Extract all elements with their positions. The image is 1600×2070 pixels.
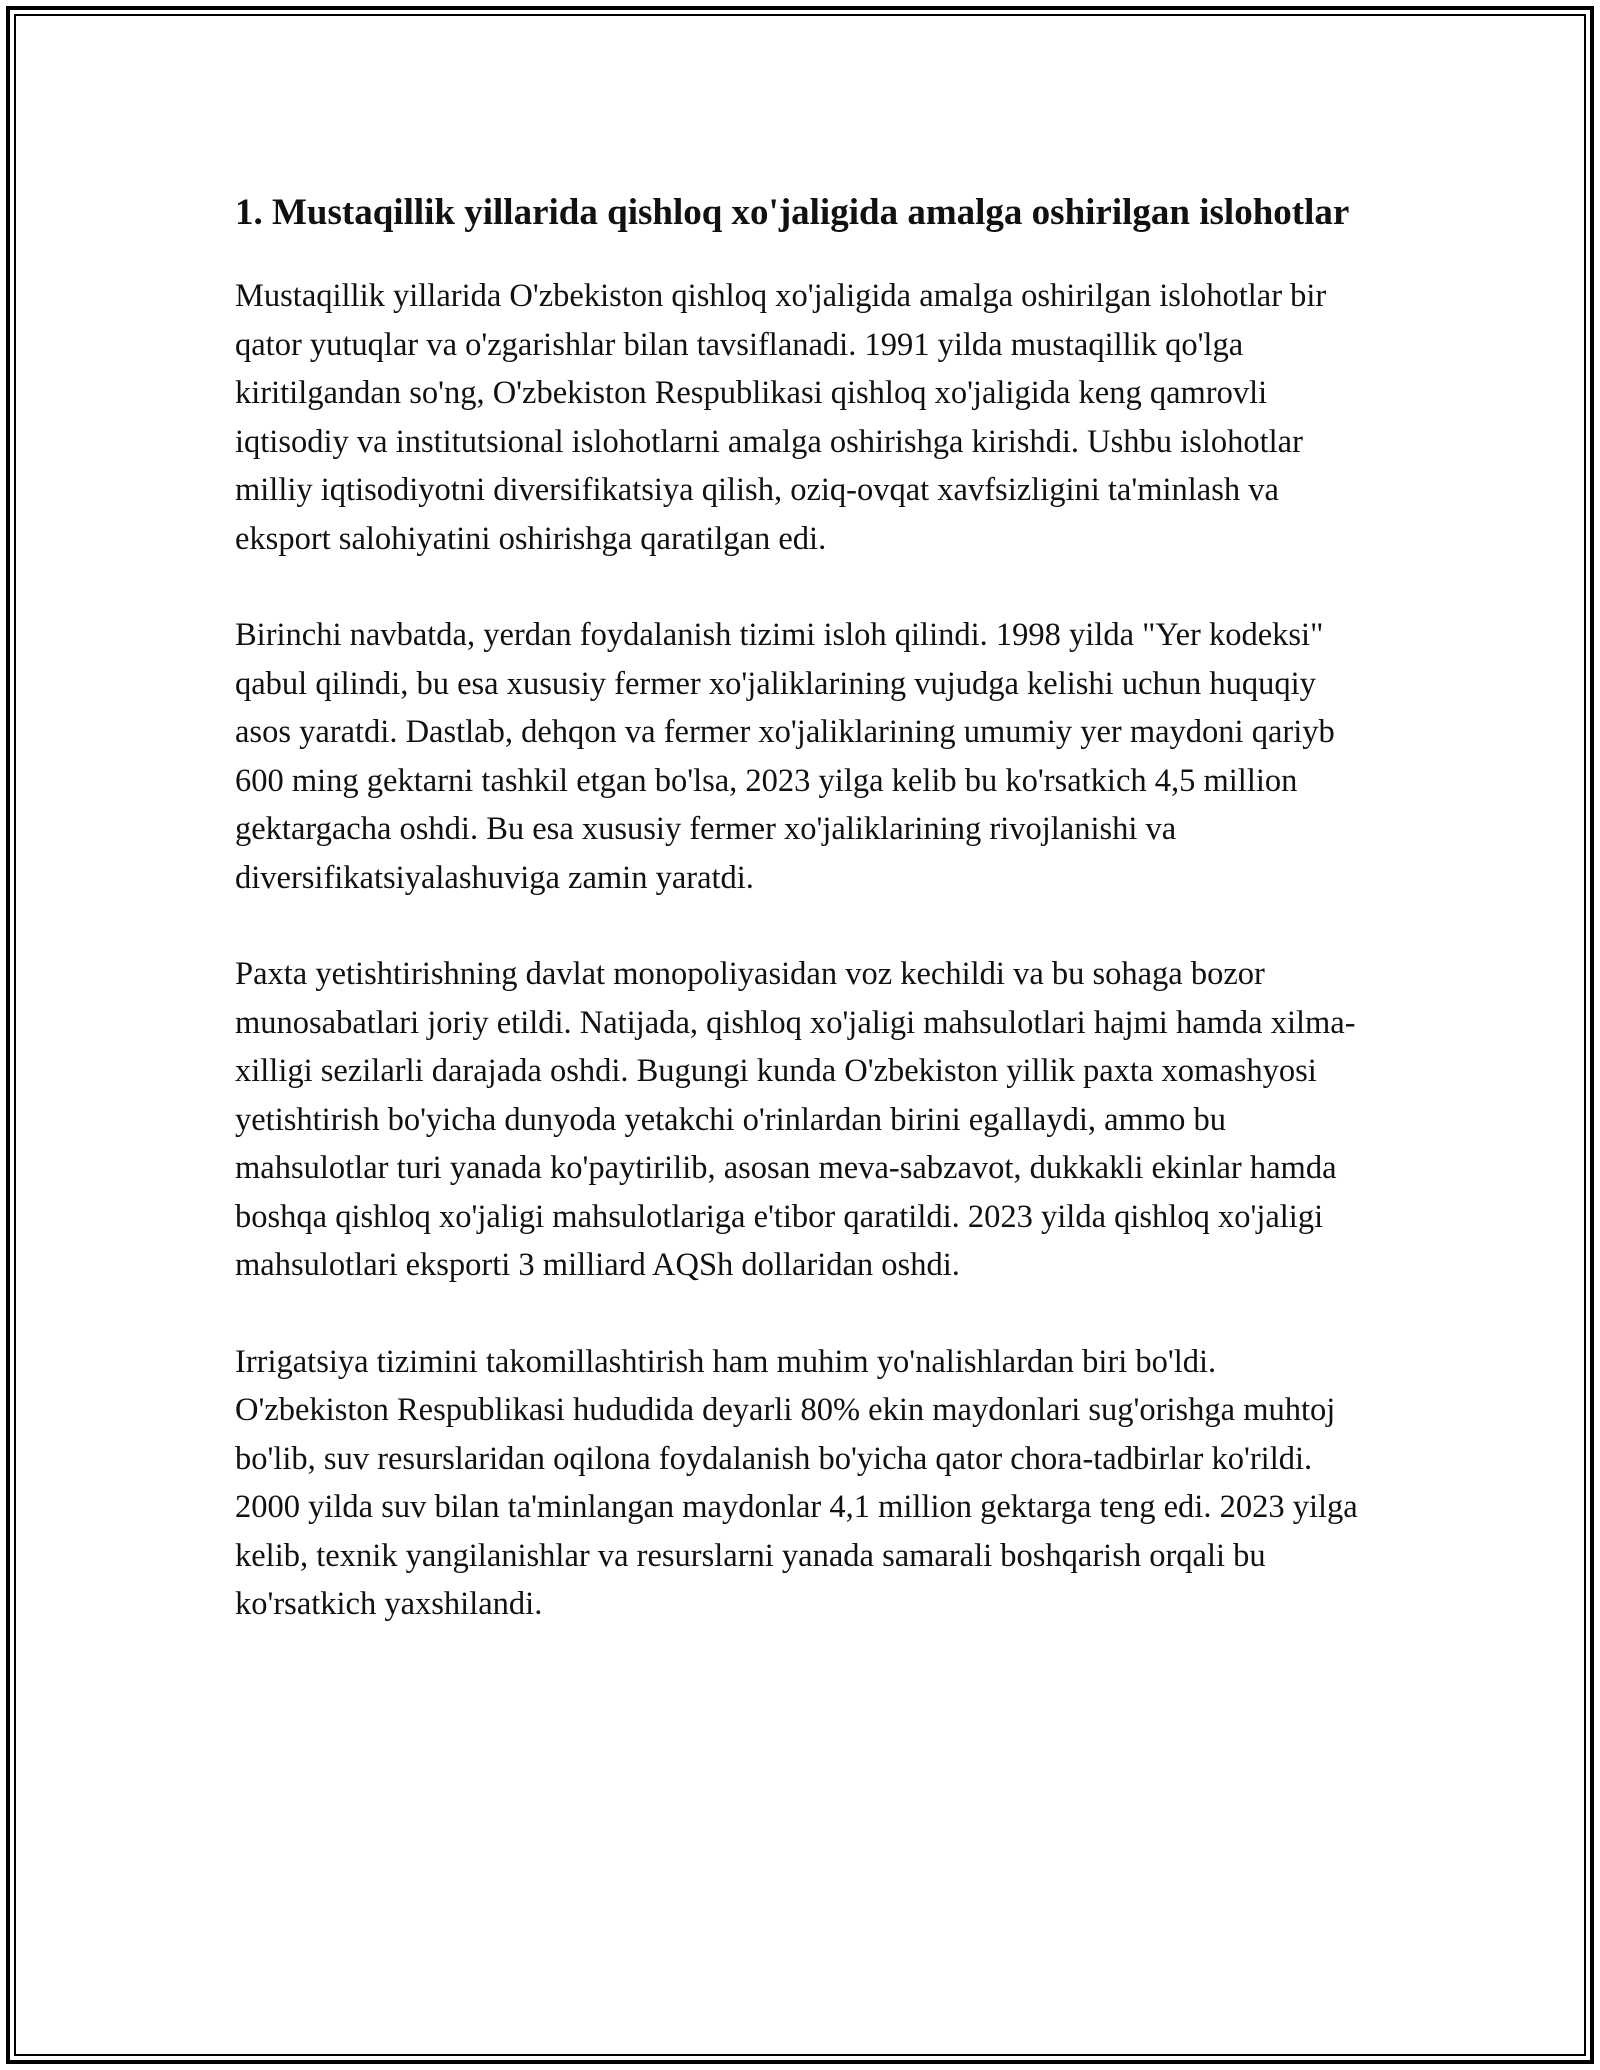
paragraph-cotton-market: Paxta yetishtirishning davlat monopoliyasidan voz kechildi va bu sohaga bozor munosabatlari joriy etildi. Natijada, qishloq xo'jaligi mahsulotlari hajmi hamda xilma-xilligi sezilarli darajada oshdi. Bugungi kunda O'zbekiston yillik paxta xomashyosi yetishtirish bo'yicha dunyoda yetakchi o'rinlardan birini egallaydi, ammo bu mahsulotlar turi yanada ko'paytirilib, asosan meva-sabzavot, dukkakli ekinlar hamda boshqa qishloq xo'jaligi mahsulotlariga e'tibor qaratildi. 2023 yilda qishloq xo'jaligi mahsulotlari eksporti 3 milliard AQSh dollaridan oshdi. [235,956,1356,1283]
section-heading: 1. Mustaqillik yillarida qishloq xo'jaligida amalga oshirilgan islohotlar [235,192,1350,233]
document-body [235,186,1375,1677]
paragraph-irrigation: Irrigatsiya tizimini takomillashtirish ham muhim yo'nalishlardan biri bo'ldi. O'zbekiston Respublikasi hududida deyarli 80% ekin maydonlari sug'orishga muhtoj bo'lib, suv resurslaridan oqilona foydalanish bo'yicha qator chora-tadbirlar ko'rildi. 2000 yilda suv bilan ta'minlangan maydonlar 4,1 million gektarga teng edi. 2023 yilga kelib, texnik yangilanishlar va resurslarni yanada samarali boshqarish orqali bu ko'rsatkich yaxshilandi. [235,1343,1358,1622]
paragraph-land-reform: Birinchi navbatda, yerdan foydalanish tizimi isloh qilindi. 1998 yilda "Yer kodeksi" qabul qilindi, bu esa xususiy fermer xo'jaliklarining vujudga kelishi uchun huquqiy asos yaratdi. Dastlab, dehqon va fermer xo'jaliklarining umumiy yer maydoni qariyb 600 ming gektarni tashkil etgan bo'lsa, 2023 yilga kelib bu ko'rsatkich 4,5 million gektargacha oshdi. Bu esa xususiy fermer xo'jaliklarining rivojlanishi va diversifikatsiyalashuviga zamin yaratdi. [235,617,1335,896]
paragraph-intro: Mustaqillik yillarida O'zbekiston qishloq xo'jaligida amalga oshirilgan islohotlar bir qator yutuqlar va o'zgarishlar bilan tavsiflanadi. 1991 yilda mustaqillik qo'lga kiritilgandan so'ng, O'zbekiston Respublikasi qishloq xo'jaligida keng qamrovli iqtisodiy va institutsional islohotlarni amalga oshirishga kirishdi. Ushbu islohotlar milliy iqtisodiyotni diversifikatsiya qilish, oziq-ovqat xavfsizligini ta'minlash va eksport salohiyatini oshirishga qaratilgan edi. [235,278,1327,557]
